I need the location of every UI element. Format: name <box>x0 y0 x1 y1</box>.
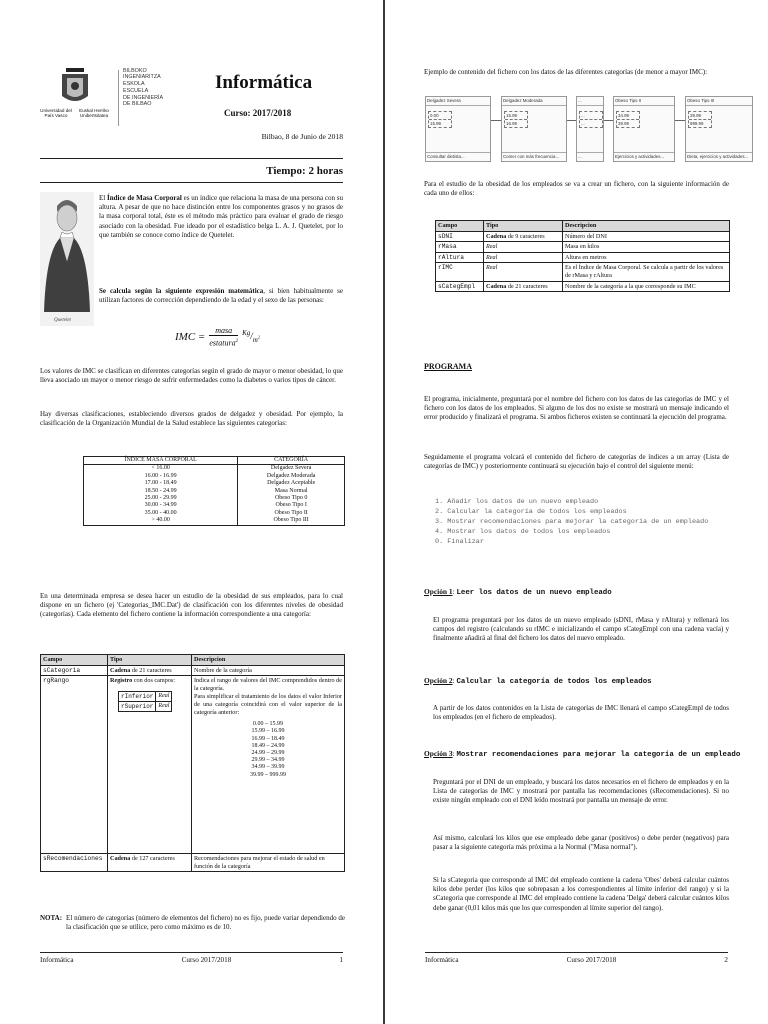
portrait-signature: Quetelet <box>54 318 71 323</box>
table-header: Tipo <box>108 655 192 666</box>
table-header: CATEGORÍA <box>238 457 345 465</box>
table-row: 35.00 - 40.00 Obeso Tipo II <box>84 510 345 517</box>
table-row: rgRango Registro con dos campos: rInferior Real rSuperior Real Indica el rango de valores del IMC comprendidos dentro de la categoría. Para simplificar el tratamiento de los datos el valor Inferior de una categoría coincidirá con el valor superior de la categoría anterior: 0.00 – 15.99 15.99 – 16.99 16.99 – 18.49 18.49 – 24.99 24.99 – 29.99 29.99 – 34.99 34.99 – 39.99 39.99 – 999.99 <box>41 676 345 854</box>
university-name: Universidad del País Vasco <box>40 108 72 119</box>
arrow-right-icon <box>604 120 613 121</box>
doc-date: Bilbao, 8 de Junio de 2018 <box>261 132 343 141</box>
formula-intro: Se calcula según la siguiente expresión matemática, si bien habitualmente se utilizan factores de corrección dependiendo de la edad y el sexo de las personas: <box>99 287 343 305</box>
table-row: 17.00 - 18.49 Delgadez Aceptable <box>84 480 345 487</box>
record-lower: 15.99 <box>505 112 527 120</box>
example-record-card <box>425 96 491 162</box>
range-item: 15.99 – 16.99 <box>251 728 285 735</box>
arrow-right-icon <box>675 120 685 121</box>
record-lower: 0.00 <box>429 112 451 120</box>
exam-time: Tiempo: 2 horas <box>266 165 343 177</box>
record-recommendation: Consultar dietista... <box>426 152 490 161</box>
range-subfields: rInferior Real rSuperior Real <box>118 691 172 712</box>
arrow-right-icon <box>567 120 576 121</box>
table-header: Descripcion <box>563 221 730 232</box>
record-upper: 39.99 <box>618 121 629 126</box>
record-upper: 15.99 <box>430 121 441 126</box>
table-row: < 16.00 Delgadez Severa <box>84 465 345 473</box>
table-header: Campo <box>41 655 108 666</box>
example-caption: Ejemplo de contenido del fichero con los datos de las diferentes categorías (de menor a mayor IMC): <box>424 68 708 76</box>
record-name: Obeso Tipo III <box>686 97 752 106</box>
table-header: Campo <box>436 221 484 232</box>
option-3-heading: Opción 3: Mostrar recomendaciones para mejorar la categoría de un empleado <box>424 749 741 759</box>
record-name: Obeso Tipo II <box>614 97 674 106</box>
menu-item: 3. Mostrar recomendaciones para mejorar la categoría de un empleado <box>435 518 709 526</box>
page-footer: Informática Curso 2017/2018 2 <box>425 952 728 964</box>
option-3-text-1: Preguntará por el DNI de un empleado, y buscará los datos necesarios en el fichero de empleados y en la Lista de categorías de IMC y mostrará por pantalla las recomendaciones (sRecomendaciones). Si no existe ningún empleado con el DNI leído mostrará por pantalla un mensaje de error. <box>433 778 729 805</box>
record-name: Delgadez Severa <box>426 97 490 106</box>
table-row: sRecomendaciones Cadena de 127 caracteres Recomendaciones para mejorar el estado de salud en función de la categoría <box>41 854 345 872</box>
quetelet-portrait <box>40 192 94 326</box>
categories-paragraph: Los valores de IMC se clasifican en diferentes categorías según el grado de mayor o menor obesidad, lo que lleva asociado un mayor o menor riesgo de sufrir enfermedades como la diabetes o varios tipos de cáncer. <box>40 367 343 385</box>
study-paragraph: En una determinada empresa se desea hacer un estudio de la obesidad de sus empleados, para lo cual dispone en un fichero (ej 'Categorias_IMC.Dat') de clasificación con los diferentes niveles de obesidad (categorías). Cada elemento del fichero contiene la información correspondiente a una categoría: <box>40 592 343 619</box>
range-item: 18.49 – 24.99 <box>251 742 285 749</box>
logo-divider <box>118 70 119 126</box>
option-1-heading: Opción 1: Leer los datos de un nuevo empleado <box>424 587 612 597</box>
record-lower: ... <box>580 112 602 120</box>
employee-fields-table <box>435 220 730 292</box>
table-row: > 40.00 Obeso Tipo III <box>84 517 345 525</box>
record-name: Delgadez Moderada <box>502 97 566 106</box>
option-3-text-3: Si la sCategoria que corresponde al IMC del empleado contiene la cadena 'Obes' deberá calcular cuántos kilos debe perder (los kilos que sobrepasan a los correspondientes al límite inferior del rango) y si la sCategoria que corresponde al IMC del empleado contiene la cadena 'Delga' deberá calcular cuántos kilos debe ganar (0,01 kilos más que los que corresponden al límite superior del rango). <box>433 876 730 912</box>
page-1 <box>0 0 383 1024</box>
table-row: sDNI Cadena de 9 caracteres Número del DNI <box>436 231 730 242</box>
record-lower: 39.99 <box>689 112 711 120</box>
range-item: 34.99 – 39.99 <box>251 764 285 771</box>
arrow-right-icon <box>491 120 501 121</box>
table-header: ÍNDICE MASA CORPORAL <box>84 457 238 465</box>
school-name: BILBOKO INGENIARITZA ESKOLA ESCUELA DE INGENIERÍA DE BILBAO <box>123 68 164 108</box>
imc-formula: IMC = masa estatura$^2$ $^{Kg}/_{m^2}$ <box>175 326 261 348</box>
menu-item: 1. Añadir los datos de un nuevo empleado <box>435 498 599 506</box>
record-upper: 999.99 <box>690 121 704 126</box>
table-row: 16.00 - 16.99 Delgadez Moderada <box>84 473 345 480</box>
record-recommendation: ... <box>577 152 603 161</box>
example-record-card <box>501 96 567 162</box>
table-row: sCategEmpl Cadena de 21 caracteres Nombre de la categoría a la que corresponde su IMC <box>436 281 730 292</box>
menu-item: 4. Mostrar los datos de todos los empleados <box>435 528 611 536</box>
intro-paragraph: El Índice de Masa Corporal es un índice que relaciona la masa de una persona con su altura. A pesar de que no hace distinción entre los componentes grasos y no grasos de la masa corporal total, éste es el método más práctico para evaluar el grado de riesgo asociado con la obesidad. Fue ideado por el estadístico belga L. A. J. Quetelet, por lo que también se conoce como índice de Quetelet. <box>99 194 343 239</box>
page-footer: Informática Curso 2017/2018 1 <box>40 952 343 964</box>
program-menu <box>435 497 708 547</box>
option-1-text: El programa preguntará por los datos de un nuevo empleado (sDNI, rMasa y rAltura) y rellenará los campos del registro (calculando su rIMC e inicializando el campo sCategEmpl con una cadena vacía) y finalmente añadirá al final del fichero los datos del nuevo empleado. <box>433 616 729 643</box>
example-record-card <box>613 96 675 162</box>
header-rule-2 <box>40 182 343 183</box>
programa-heading: PROGRAMA <box>424 362 472 371</box>
table-row: rMasa Real Masa en kilos <box>436 242 730 253</box>
table-row: sCategoria Cadena de 21 caracteres Nombre de la categoría <box>41 665 345 676</box>
imc-category-table <box>83 456 345 526</box>
table-row: 25.00 - 29.99 Obeso Tipo 0 <box>84 495 345 502</box>
record-recommendation: Dieta, ejercicios y actividades... <box>686 152 752 161</box>
record-lower: 34.99 <box>617 112 639 120</box>
table-row: rIMC Real Es el Índice de Masa Corporal. Se calcula a partir de los valores de rMasa y rAltura <box>436 263 730 281</box>
doc-title: Informática <box>215 72 313 93</box>
range-item: 0.00 – 15.99 <box>253 721 283 728</box>
header-rule <box>40 158 343 159</box>
range-item: 29.99 – 34.99 <box>251 757 285 764</box>
university-name-eu: Euskal Herriko Unibertsitatea <box>79 108 109 119</box>
range-item: 24.99 – 29.99 <box>251 749 285 756</box>
page-2 <box>385 0 768 1024</box>
program-paragraph-1: El programa, inicialmente, preguntará por el nombre del fichero con los datos de las categorías de IMC y el fichero con los datos de los empleados. Si alguno de los dos no existe se mostrará un mensaje indicando el error producido y finalizará el programa. Si ambos ficheros existen se continuará la ejecución del programa. <box>424 395 729 422</box>
employee-study-paragraph: Para el estudio de la obesidad de los empleados se va a crear un fichero, con la siguiente información de cada uno de ellos: <box>424 180 729 198</box>
table-row: rAltura Real Altura en metros <box>436 252 730 263</box>
table-header: Tipo <box>484 221 563 232</box>
portrait-image <box>40 192 94 326</box>
record-upper: 16.99 <box>506 121 517 126</box>
course-label: Curso: 2017/2018 <box>224 108 292 118</box>
range-item: 39.99 – 999.99 <box>250 771 286 778</box>
table-row: 30.00 - 34.99 Obeso Tipo I <box>84 502 345 509</box>
range-list <box>194 721 342 779</box>
category-fields-table <box>40 654 345 872</box>
option-2-heading: Opción 2: Calcular la categoría de todos los empleados <box>424 676 652 686</box>
table-header: Descripcion <box>192 655 345 666</box>
menu-item: 0. Finalizar <box>435 538 484 546</box>
record-recommendation: Comer con más frecuencia... <box>502 152 566 161</box>
program-paragraph-2: Seguidamente el programa volcará el contenido del fichero de categorías de índices a un array (Lista de categorías de IMC) y posteriormente continuará su ejecución bajo el control del siguiente menú: <box>424 453 729 471</box>
record-name: ... <box>577 97 603 106</box>
record-upper: ... <box>581 121 585 126</box>
range-item: 16.99 – 18.49 <box>251 735 285 742</box>
record-recommendation: Ejercicios y actividades... <box>614 152 674 161</box>
option-3-text-2: Así mismo, calculará los kilos que ese empleado debe ganar (positivos) o debe perder (negativos) para pasar a la siguiente categoría más próxima a la Normal ("Masa normal"). <box>433 834 729 852</box>
example-record-card <box>576 96 604 162</box>
menu-item: 2. Calcular la categoría de todos los empleados <box>435 508 627 516</box>
classification-paragraph: Hay diversas clasificaciones, estableciendo diversos grados de delgadez y obesidad. Por ejemplo, la clasificación de la Organización Mundial de la Salud establece las siguientes categorías: <box>40 410 343 428</box>
example-records <box>425 96 749 166</box>
table-row: 18.50 - 24.99 Masa Normal <box>84 488 345 495</box>
note: NOTA: El número de categorías (número de elementos del fichero) no es fijo, puede variar dependiendo de la clasificación que se utilice, pero como máximo es de 10. <box>40 914 345 932</box>
example-record-card <box>685 96 753 162</box>
option-2-text: A partir de los datos contenidos en la Lista de categorías de IMC llenará el campo sCategEmpl de todos los empleados (en el fichero de empleados). <box>433 704 729 722</box>
